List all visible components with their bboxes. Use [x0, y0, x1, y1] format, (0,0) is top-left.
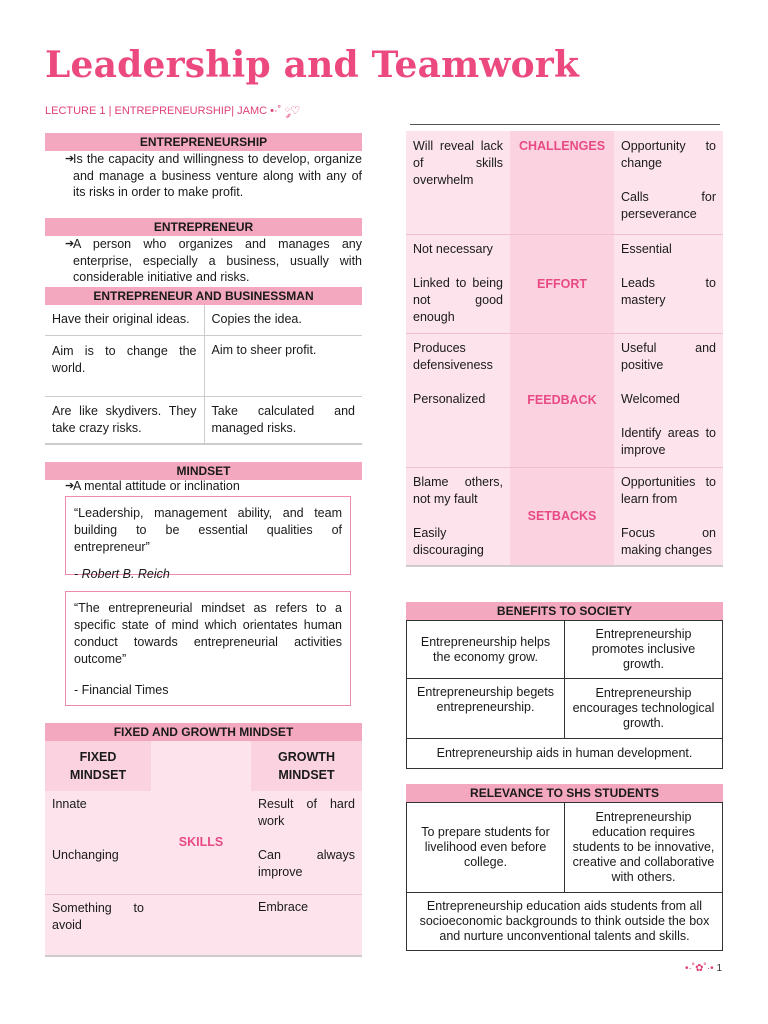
table-cell: Something to avoid: [45, 894, 151, 956]
table-cell: [614, 234, 723, 333]
ent-vs-bus-heading: ENTREPRENEUR AND BUSINESSMAN: [45, 287, 362, 305]
cell-text: Focus on making changes: [621, 525, 716, 557]
table-cell: To prepare students for livelihood even before college.: [407, 803, 565, 893]
table-cell: Entrepreneurship promotes inclusive growth.: [565, 621, 723, 679]
mindset-heading: MINDSET: [45, 462, 362, 480]
entrepreneur-bullet: ➔ A person who organizes and manages any enterprise, especially a business, usually with considerable initiative and risks.: [45, 236, 362, 286]
table-cell: Entrepreneurship education requires students to be innovative, creative and collaborative with others.: [565, 803, 723, 893]
mindset-comparison-table: [406, 131, 723, 567]
fixed-growth-section: [45, 723, 362, 957]
table-row: [407, 893, 723, 951]
quote-text: “The entrepreneurial mindset as refers to a specific state of mind which orientates human conduct towards entrepreneurial activities outcome”: [74, 601, 342, 666]
table-cell: [151, 741, 251, 791]
cell-text: Welcomed: [621, 391, 680, 406]
skills-label: SKILLS: [151, 791, 251, 894]
relevance-table: [406, 802, 723, 951]
table-row: [45, 791, 362, 894]
cell-text: Identify areas to improve: [621, 425, 716, 457]
table-cell: Aim is to change the world.: [45, 335, 204, 396]
table-row: [45, 335, 362, 396]
comparison-row-effort: [406, 234, 723, 333]
column-header-fixed: FIXED MINDSET: [45, 741, 151, 791]
page-number: 1: [716, 963, 722, 974]
setbacks-label: SETBACKS: [510, 467, 614, 566]
footer-ornament: •·˚✿˚·•: [684, 963, 714, 974]
feedback-label: FEEDBACK: [510, 333, 614, 467]
table-cell: [45, 791, 151, 894]
cell-text: Produces defensiveness: [413, 340, 493, 372]
benefits-heading: BENEFITS TO SOCIETY: [406, 602, 723, 620]
table-cell: [614, 467, 723, 566]
entrepreneur-vs-businessman: [45, 287, 362, 445]
quote-author: - Robert B. Reich: [74, 567, 170, 581]
entrepreneur-heading: ENTREPRENEUR: [45, 218, 362, 236]
table-cell: Embrace: [251, 894, 362, 956]
table-cell: Entrepreneurship aids in human development.: [407, 739, 723, 769]
table-cell: [614, 333, 723, 467]
ent-vs-bus-table: [45, 305, 362, 445]
arrow-icon: ➔: [65, 153, 75, 165]
table-row: [45, 305, 362, 335]
arrow-icon: ➔: [65, 238, 75, 250]
cell-text: Not necessary: [413, 241, 493, 256]
table-row: [45, 741, 362, 791]
table-cell: Entrepreneurship encourages technological growth.: [565, 679, 723, 739]
table-row: [407, 621, 723, 679]
cell-text: Essential: [621, 241, 672, 256]
page-subtitle: LECTURE 1 | ENTREPRENEURSHIP| JAMC •·˚ ༘♡: [45, 105, 301, 117]
cell-text: Easily discouraging: [413, 525, 484, 557]
table-cell: Entrepreneurship helps the economy grow.: [407, 621, 565, 679]
cell-text: Opportunities to learn from: [621, 474, 716, 506]
quote-author: - Financial Times: [74, 683, 169, 697]
mindset-bullet: ➔ A mental attitude or inclination: [45, 480, 362, 493]
cell-text: Innate: [52, 797, 87, 811]
table-cell: [406, 234, 510, 333]
table-cell: [151, 894, 251, 956]
column-header-growth: GROWTH MINDSET: [251, 741, 362, 791]
arrow-icon: ➔: [65, 480, 75, 492]
cell-text: Opportunity to change: [621, 139, 716, 170]
table-cell: [406, 131, 510, 234]
quote-text: “Leadership, management ability, and team building to be essential qualities of entrepreneur”: [74, 506, 342, 554]
cell-text: Calls for perseverance: [621, 190, 716, 221]
table-cell: Are like skydivers. They take crazy risks.: [45, 396, 204, 444]
relevance-heading: RELEVANCE TO SHS STUDENTS: [406, 784, 723, 802]
table-row: [45, 894, 362, 956]
table-cell: Have their original ideas.: [45, 305, 204, 335]
table-cell: Entrepreneurship education aids students from all socioeconomic backgrounds to think outside the box and nurture unconventional talents and skills.: [407, 893, 723, 951]
challenges-label: CHALLENGES: [510, 131, 614, 234]
cell-text: Linked to being not good enough: [413, 275, 503, 324]
cell-text: Will reveal lack of skills overwhelm: [413, 139, 503, 187]
table-row: [45, 396, 362, 444]
effort-label: EFFORT: [510, 234, 614, 333]
cell-text: Blame others, not my fault: [413, 474, 503, 506]
table-row: [407, 739, 723, 769]
fixed-growth-heading: FIXED AND GROWTH MINDSET: [45, 723, 362, 741]
page-title: Leadership and Teamwork: [45, 44, 580, 86]
relevance-section: [406, 784, 723, 951]
cell-text: Result of hard work: [258, 797, 355, 828]
table-cell: [406, 333, 510, 467]
page-footer: [685, 963, 722, 974]
cell-text: Leads to mastery: [621, 275, 716, 307]
comparison-row-challenges: [406, 131, 723, 234]
table-cell: Entrepreneurship begets entrepreneurship.: [407, 679, 565, 739]
cell-text: Can always improve: [258, 848, 355, 879]
cell-text: Personalized: [413, 391, 486, 406]
cell-text: Unchanging: [52, 848, 119, 862]
mindset-section: [45, 462, 362, 493]
table-row: [407, 679, 723, 739]
table-cell: Take calculated and managed risks.: [204, 396, 362, 444]
entrepreneurship-heading: ENTREPRENEURSHIP: [45, 133, 362, 151]
table-cell: [251, 791, 362, 894]
table-cell: Copies the idea.: [204, 305, 362, 335]
fixed-growth-table: [45, 741, 362, 957]
quote-reich: [65, 496, 351, 581]
table-row: [407, 803, 723, 893]
entrepreneur-section: [45, 218, 362, 286]
header-rule: [410, 124, 720, 125]
benefits-section: [406, 602, 723, 769]
quote-financial-times: [65, 591, 351, 706]
entrepreneurship-section: [45, 133, 362, 201]
comparison-row-setbacks: [406, 467, 723, 566]
table-cell: Aim to sheer profit.: [204, 335, 362, 396]
table-cell: [406, 467, 510, 566]
benefits-table: [406, 620, 723, 769]
entrepreneurship-bullet: ➔ Is the capacity and willingness to develop, organize and manage a business venture along with any of its risks in order to make profit.: [45, 151, 362, 201]
table-cell: [614, 131, 723, 234]
cell-text: Useful and positive: [621, 340, 716, 372]
comparison-row-feedback: [406, 333, 723, 467]
